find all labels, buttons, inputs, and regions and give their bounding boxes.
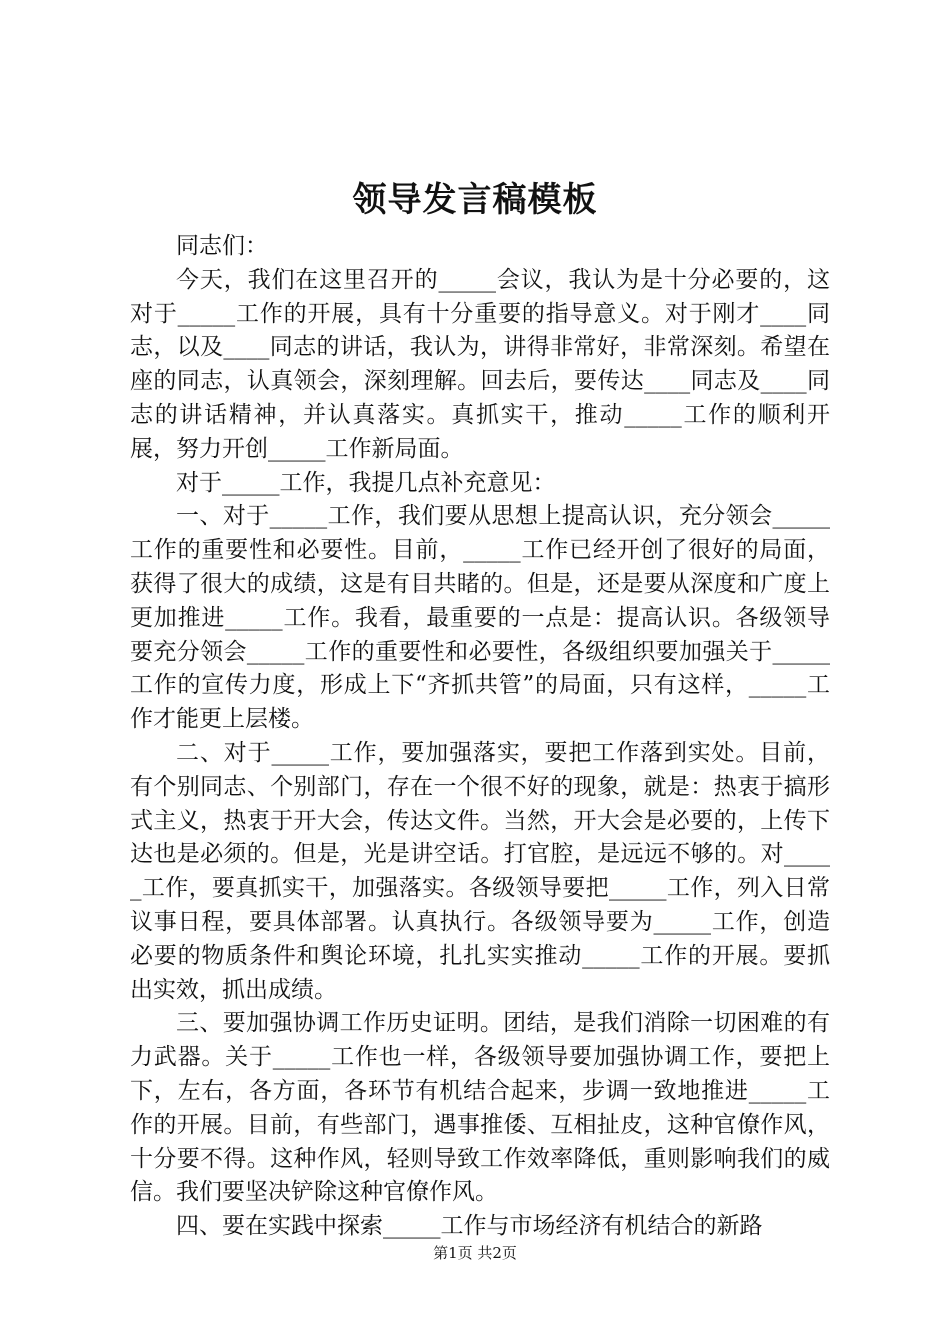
document-title: 领导发言稿模板: [352, 180, 598, 220]
paragraph-intro-points: 对于_____工作，我提几点补充意见：: [176, 469, 556, 496]
paragraph-point-3: 三、要加强协调工作历史证明。团结，是我们消除一切困难的有力武器。关于_____工作也一样，各级领导要加强协调工作，要把上下，左右，各方面，各环节有机结合起来，步调一致地推进_____工作的开展。目前，有些部门，遇事推倭、互相扯皮，这种官僚作风，十分要不得。这种作风，轻则导致工作效率降低，重则影响我们的威信。我们要坚决铲除这种官僚作风。: [130, 1010, 830, 1206]
document-body: [130, 230, 830, 1244]
paragraph-point-1: 一、对于_____工作，我们要从思想上提高认识，充分领会_____工作的重要性和必要性。目前，_____工作已经开创了很好的局面，获得了很大的成绩，这是有目共睹的。但是，还是要从深度和广度上更加推进_____工作。我看，最重要的一点是：提高认识。各级领导要充分领会_____工作的重要性和必要性，各级组织要加强关于_____工作的宣传力度，形成上下“齐抓共管”的局面，只有这样，_____工作才能更上层楼。: [130, 503, 830, 733]
paragraph-opening: 今天，我们在这里召开的_____会议，我认为是十分必要的，这对于_____工作的开展，具有十分重要的指导意义。对于刚才____同志，以及____同志的讲话，我认为，讲得非常好，非常深刻。希望在座的同志，认真领会，深刻理解。回去后，要传达____同志及____同志的讲话精神，并认真落实。真抓实干，推动_____工作的顺利开展，努力开创_____工作新局面。: [130, 266, 830, 462]
paragraph-point-2: 二、对于_____工作，要加强落实，要把工作落到实处。目前，有个别同志、个别部门，存在一个很不好的现象，就是：热衷于搞形式主义，热衷于开大会，传达文件。当然，开大会是必要的，上传下达也是必须的。但是，光是讲空话。打官腔，是远远不够的。对_____工作，要真抓实干，加强落实。各级领导要把_____工作，列入日常议事日程，要具体部署。认真执行。各级领导要为_____工作，创造必要的物质条件和舆论环境，扎扎实实推动_____工作的开展。要抓出实效，抓出成绩。: [130, 739, 830, 1003]
paragraph-point-4: 四、要在实践中探索_____工作与市场经济有机结合的新路: [176, 1213, 763, 1240]
paragraph-salutation: 同志们：: [176, 233, 268, 259]
page-footer: 第1页 共2页: [433, 1244, 517, 1262]
